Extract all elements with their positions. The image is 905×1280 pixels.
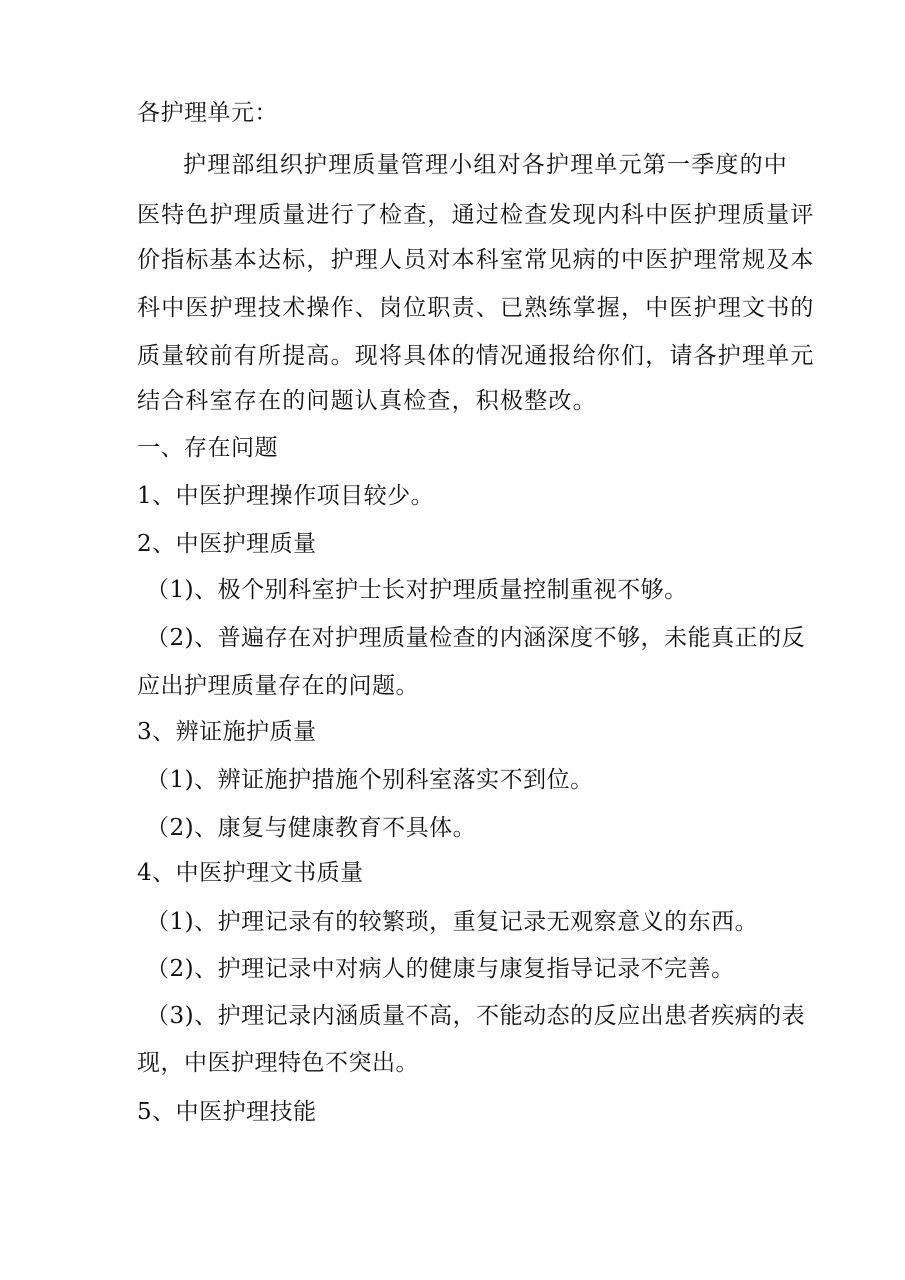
list-item-2-1: （1)、极个别科室护士长对护理质量控制重视不够。	[146, 577, 688, 603]
intro-line-5: 质量较前有所提高。现将具体的情况通报给你们，请各护理单元	[137, 343, 815, 369]
salutation: 各护理单元：	[137, 100, 278, 126]
list-item-3-1: （1)、辨证施护措施个别科室落实不到位。	[146, 767, 594, 793]
list-item-3-2: （2)、康复与健康教育不具体。	[146, 815, 477, 841]
list-item-2-2-cont: 应出护理质量存在的问题。	[137, 673, 419, 699]
list-item-2-2: （2)、普遍存在对护理质量检查的内涵深度不够，未能真正的反	[146, 625, 806, 651]
list-item-4: 4、中医护理文书质量	[137, 860, 364, 886]
intro-line-3: 价指标基本达标，护理人员对本科室常见病的中医护理常规及本	[137, 247, 815, 273]
list-item-1: 1、中医护理操作项目较少。	[137, 483, 435, 509]
intro-line-4: 科中医护理技术操作、岗位职责、已熟练掌握，中医护理文书的	[137, 295, 815, 321]
section-title: 一、存在问题	[137, 435, 278, 461]
intro-line-1: 护理部组织护理质量管理小组对各护理单元第一季度的中	[183, 152, 788, 178]
list-item-5: 5、中医护理技能	[137, 1099, 317, 1125]
list-item-3: 3、辨证施护质量	[137, 719, 317, 745]
list-item-4-1: （1)、护理记录有的较繁琐，重复记录无观察意义的东西。	[146, 909, 759, 935]
list-item-2: 2、中医护理质量	[137, 531, 317, 557]
list-item-4-2: （2)、护理记录中对病人的健康与康复指导记录不完善。	[146, 956, 735, 982]
intro-line-2: 医特色护理质量进行了检查，通过检查发现内科中医护理质量评	[137, 202, 815, 228]
list-item-4-3: （3)、护理记录内涵质量不高，不能动态的反应出患者疾病的表	[146, 1003, 806, 1029]
intro-line-6: 结合科室存在的问题认真检查，积极整改。	[137, 388, 597, 414]
list-item-4-3-cont: 现，中医护理特色不突出。	[137, 1050, 419, 1076]
